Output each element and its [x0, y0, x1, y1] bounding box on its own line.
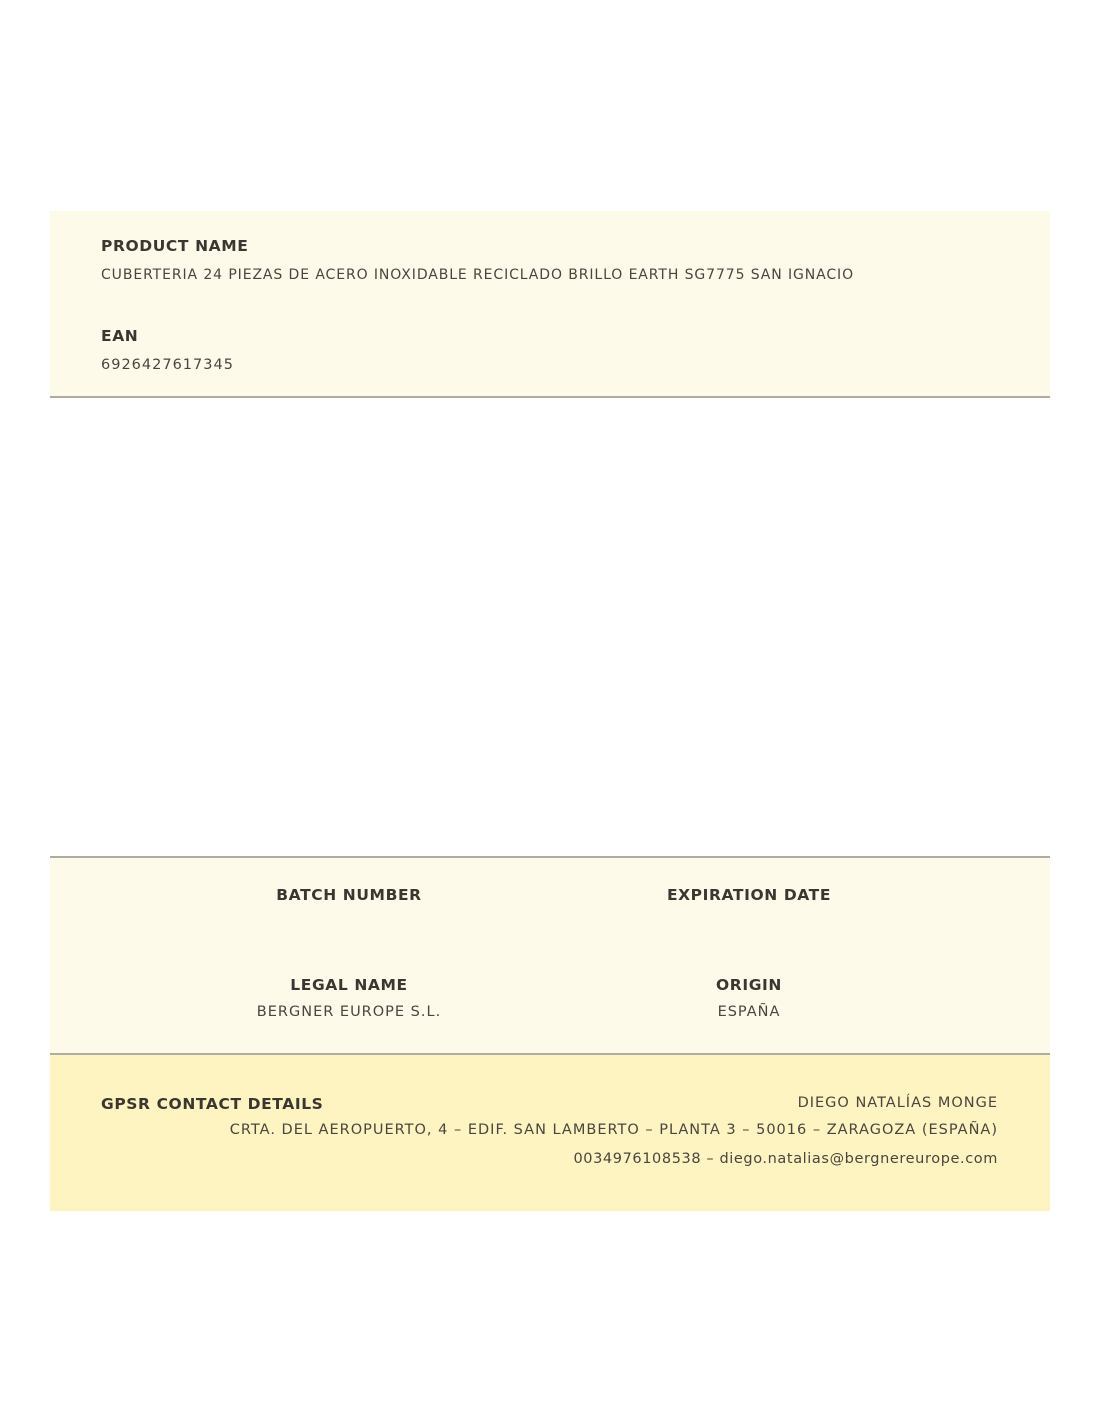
product-name-label: PRODUCT NAME — [101, 237, 249, 255]
ean-value: 6926427617345 — [101, 357, 234, 373]
contact-address: CRTA. DEL AEROPUERTO, 4 – EDIF. SAN LAMBERTO – PLANTA 3 – 50016 – ZARAGOZA (ESPAÑA) — [229, 1122, 998, 1138]
legal-name-label: LEGAL NAME — [290, 976, 408, 994]
gpsr-contact-label: GPSR CONTACT DETAILS — [101, 1095, 324, 1113]
batch-number-label: BATCH NUMBER — [276, 886, 422, 904]
batch-number-field — [149, 886, 549, 914]
origin-value: ESPAÑA — [717, 1004, 781, 1020]
expiration-date-field — [549, 886, 949, 914]
gpsr-contact-panel — [50, 1055, 1050, 1211]
contact-phone-email: 0034976108538 – diego.natalias@bergnereurope.com — [573, 1151, 998, 1167]
origin-field — [549, 976, 949, 1020]
contact-name: DIEGO NATALÍAS MONGE — [797, 1095, 998, 1111]
legal-name-field — [149, 976, 549, 1020]
product-panel — [50, 211, 1050, 398]
origin-label: ORIGIN — [716, 976, 782, 994]
info-panel — [50, 856, 1050, 1055]
ean-label: EAN — [101, 327, 139, 345]
expiration-date-label: EXPIRATION DATE — [666, 886, 832, 904]
product-name-value: CUBERTERIA 24 PIEZAS DE ACERO INOXIDABLE RECICLADO BRILLO EARTH SG7775 SAN IGNACIO — [101, 267, 854, 283]
legal-name-value: BERGNER EUROPE S.L. — [256, 1004, 442, 1020]
